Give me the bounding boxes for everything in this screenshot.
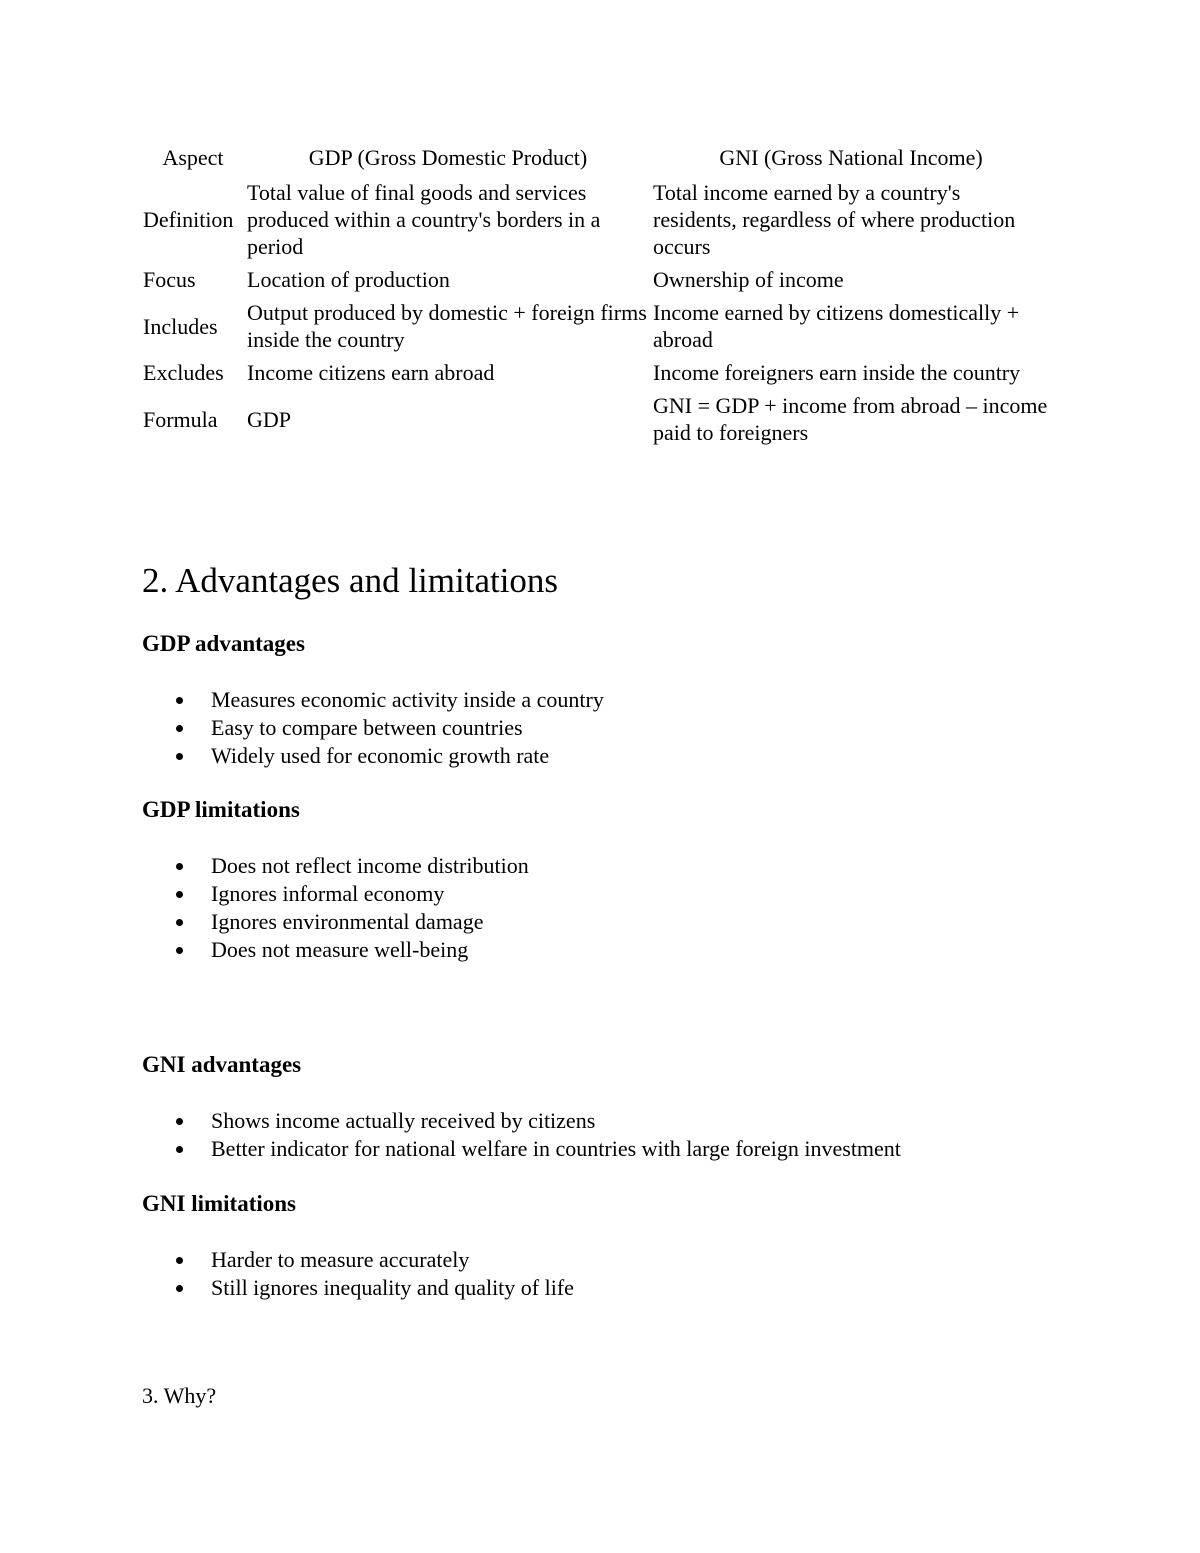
header-gdp: GDP (Gross Domestic Product) bbox=[308, 145, 588, 170]
bullet-icon bbox=[176, 1285, 183, 1292]
aspect-cell: Excludes bbox=[143, 360, 224, 385]
bullet-icon bbox=[176, 1118, 183, 1125]
bullet-icon bbox=[176, 697, 183, 704]
gni-cell: Income foreigners earn inside the country bbox=[653, 360, 1021, 385]
table-row-includes bbox=[141, 296, 1051, 356]
gdp-limitations-list bbox=[142, 852, 529, 964]
gdp-limitations-heading: GDP limitations bbox=[142, 797, 300, 822]
bullet-icon bbox=[176, 863, 183, 870]
aspect-cell: Focus bbox=[143, 267, 196, 292]
list-item-text: Easy to compare between countries bbox=[211, 715, 523, 740]
bullet-icon bbox=[176, 919, 183, 926]
list-item-text: Still ignores inequality and quality of life bbox=[211, 1275, 574, 1300]
list-item bbox=[142, 686, 604, 714]
gdp-advantages-heading: GDP advantages bbox=[142, 631, 305, 656]
list-item bbox=[142, 1135, 901, 1163]
list-item-text: Does not measure well-being bbox=[211, 937, 469, 962]
list-item bbox=[142, 1274, 574, 1302]
aspect-cell: Definition bbox=[143, 207, 234, 232]
header-gni: GNI (Gross National Income) bbox=[719, 145, 983, 170]
list-item-text: Harder to measure accurately bbox=[211, 1247, 470, 1272]
bullet-icon bbox=[176, 1146, 183, 1153]
gdp-cell: Output produced by domestic + foreign firms inside the country bbox=[247, 300, 647, 352]
list-item bbox=[142, 936, 529, 964]
table-row-definition bbox=[141, 176, 1051, 263]
list-item bbox=[142, 1246, 574, 1274]
gni-cell: GNI = GDP + income from abroad – income paid to foreigners bbox=[653, 393, 1048, 445]
aspect-cell: Includes bbox=[143, 313, 218, 339]
bullet-icon bbox=[176, 725, 183, 732]
list-item-text: Does not reflect income distribution bbox=[211, 853, 529, 878]
gdp-advantages-list bbox=[142, 686, 604, 770]
gdp-cell: Total value of final goods and services produced within a country's borders in a period bbox=[247, 180, 601, 259]
gni-limitations-list bbox=[142, 1246, 574, 1302]
gni-cell: Income earned by citizens domestically + abroad bbox=[653, 300, 1020, 352]
gni-cell: Ownership of income bbox=[653, 267, 844, 292]
table-row-formula bbox=[141, 389, 1051, 449]
gdp-cell: Location of production bbox=[247, 267, 450, 292]
gdp-cell: Income citizens earn abroad bbox=[247, 360, 495, 385]
header-aspect: Aspect bbox=[162, 145, 224, 170]
gni-advantages-list bbox=[142, 1107, 901, 1163]
table-header-row bbox=[141, 142, 1051, 176]
bullet-icon bbox=[176, 753, 183, 760]
list-item-text: Measures economic activity inside a country bbox=[211, 687, 604, 712]
list-item bbox=[142, 714, 604, 742]
table-row-excludes bbox=[141, 356, 1051, 389]
list-item-text: Ignores informal economy bbox=[211, 881, 445, 906]
gni-cell: Total income earned by a country's residents, regardless of where production occurs bbox=[653, 180, 1016, 259]
section-3-line: 3. Why? bbox=[142, 1383, 217, 1408]
section-2-title: 2. Advantages and limitations bbox=[142, 561, 559, 600]
table-row-focus bbox=[141, 263, 1051, 296]
list-item-text: Shows income actually received by citizens bbox=[211, 1108, 596, 1133]
list-item bbox=[142, 742, 604, 770]
list-item bbox=[142, 852, 529, 880]
gdp-cell: GDP bbox=[247, 406, 292, 432]
comparison-table bbox=[141, 142, 1051, 449]
list-item-text: Ignores environmental damage bbox=[211, 909, 484, 934]
list-item bbox=[142, 880, 529, 908]
list-item bbox=[142, 908, 529, 936]
bullet-icon bbox=[176, 1257, 183, 1264]
list-item-text: Widely used for economic growth rate bbox=[211, 743, 550, 768]
bullet-icon bbox=[176, 891, 183, 898]
list-item bbox=[142, 1107, 901, 1135]
gni-limitations-heading: GNI limitations bbox=[142, 1191, 296, 1216]
aspect-cell: Formula bbox=[143, 406, 218, 432]
gni-advantages-heading: GNI advantages bbox=[142, 1052, 302, 1077]
bullet-icon bbox=[176, 947, 183, 954]
list-item-text: Better indicator for national welfare in countries with large foreign investment bbox=[211, 1136, 901, 1161]
